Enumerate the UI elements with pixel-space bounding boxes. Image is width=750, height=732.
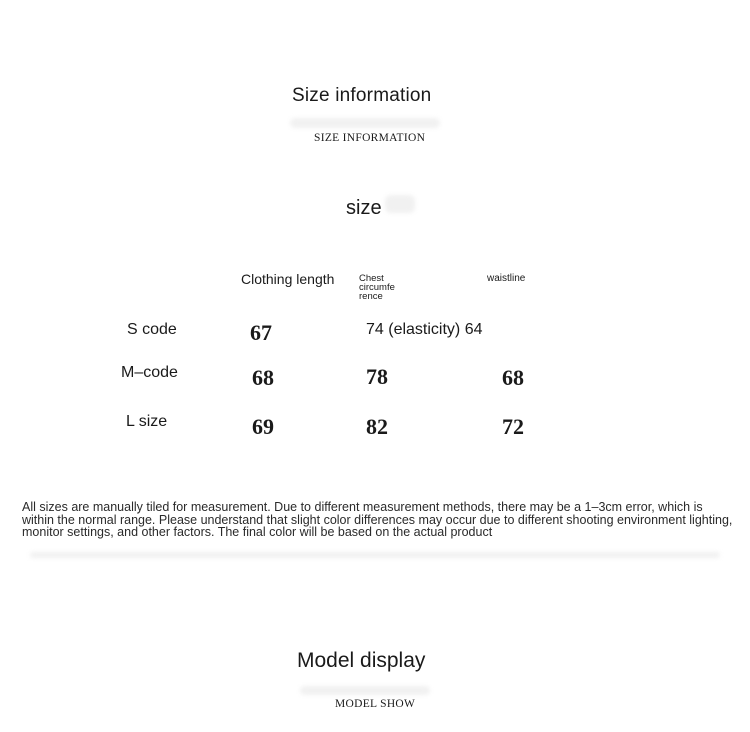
column-header-waist: waistline [487, 273, 526, 284]
smudge-decoration [30, 552, 720, 558]
value-s-chest-waist: 74 (elasticity) 64 [366, 321, 483, 338]
row-label-m: M–code [121, 364, 178, 381]
row-label-l: L size [126, 413, 168, 430]
value-l-chest: 82 [366, 414, 388, 439]
value-s-length: 67 [250, 320, 272, 345]
value-m-length: 68 [252, 365, 274, 390]
value-l-length: 69 [252, 414, 274, 439]
value-m-chest: 78 [366, 364, 388, 389]
value-l-waist: 72 [502, 414, 524, 439]
row-label-s: S code [127, 321, 177, 338]
measurement-note: All sizes are manually tiled for measurement. Due to different measurement methods, there may be a 1–3cm error, which is within the normal range. Please understand that slight color differences may occur due to different shooting environment lighting, monitor settings, and other factors. The final color will be based on the actual product [22, 500, 733, 539]
smudge-decoration [290, 118, 440, 128]
model-section-subtitle: MODEL SHOW [335, 698, 416, 710]
smudge-decoration [300, 686, 430, 695]
size-section-title: size [346, 197, 382, 219]
page-title: Size information [292, 85, 432, 106]
smudge-decoration [385, 195, 415, 213]
page-subtitle: SIZE INFORMATION [314, 132, 426, 144]
value-m-waist: 68 [502, 365, 524, 390]
model-section-title: Model display [297, 649, 426, 672]
column-header-length: Clothing length [241, 271, 335, 287]
column-header-chest: Chest circumfe rence [359, 273, 395, 302]
